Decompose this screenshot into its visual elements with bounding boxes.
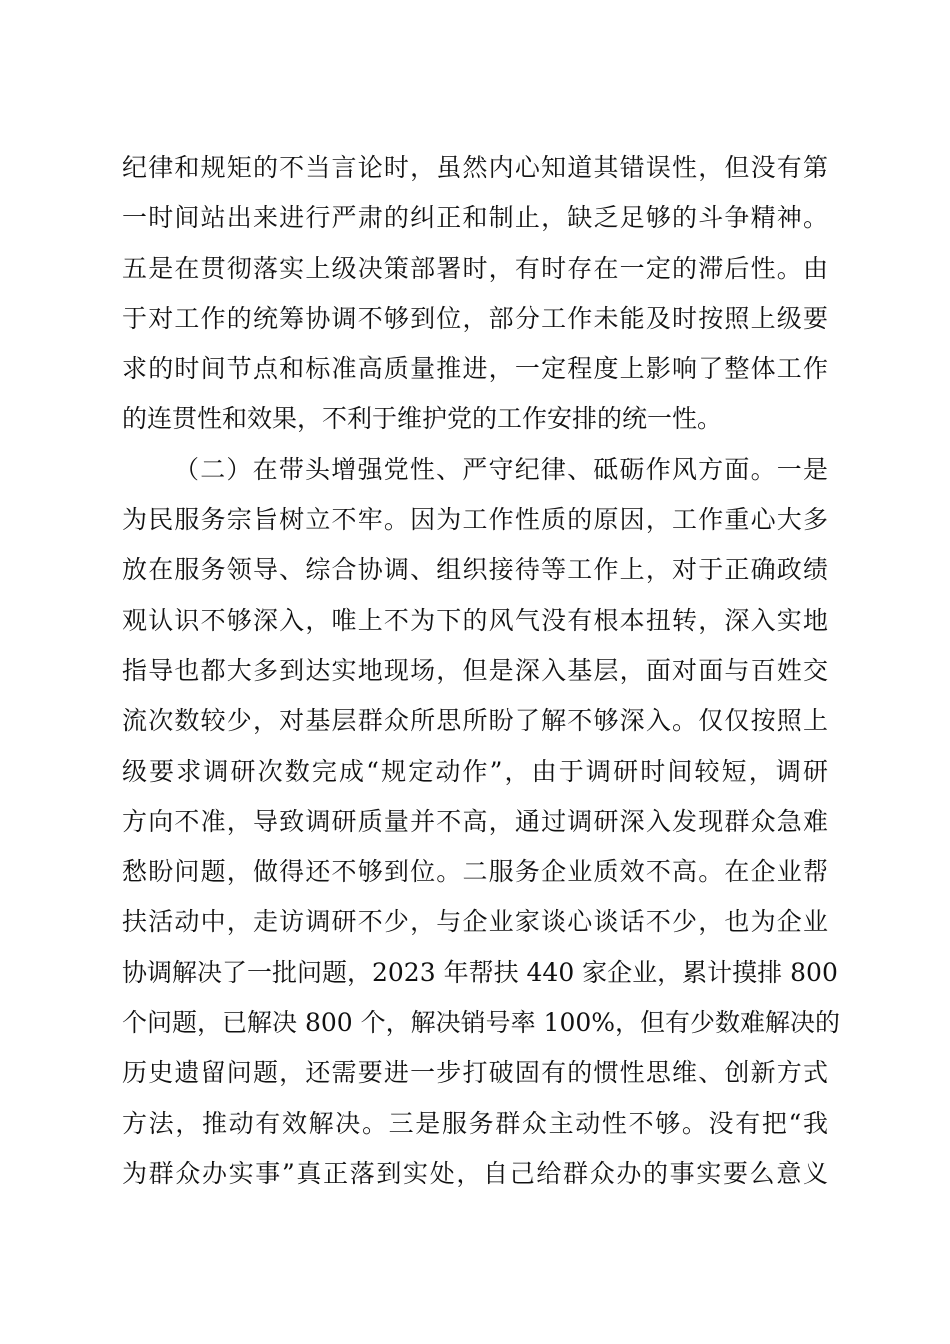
text-line-10: 观认识不够深入，唯上不为下的风气没有根本扭转，深入实地 [122, 605, 828, 635]
text-line-13: 级要求调研次数完成“规定动作”，由于调研时间较短，调研 [122, 756, 828, 786]
section-heading-line: （二）在带头增强党性、严守纪律、砥砺作风方面。一是 [174, 454, 828, 484]
text-line-20: 方法，推动有效解决。三是服务群众主动性不够。没有把“我 [122, 1108, 828, 1138]
text-line-5: 求的时间节点和标准高质量推进，一定程度上影响了整体工作 [122, 354, 828, 384]
text-line-8: 为民服务宗旨树立不牢。因为工作性质的原因，工作重心大多 [122, 505, 828, 535]
text-line-1: 纪律和规矩的不当言论时，虽然内心知道其错误性，但没有第 [122, 153, 828, 182]
text-line-11: 指导也都大多到达实地现场，但是深入基层，面对面与百姓交 [122, 655, 828, 685]
text-line-21: 为群众办实事”真正落到实处，自己给群众办的事实要么意义 [122, 1158, 828, 1188]
text-line-2: 一时间站出来进行严肃的纠正和制止，缺乏足够的斗争精神。 [122, 203, 828, 233]
text-line-16: 扶活动中，走访调研不少，与企业家谈心谈话不少，也为企业 [122, 907, 828, 937]
text-line-19: 历史遗留问题，还需要进一步打破固有的惯性思维、创新方式 [122, 1058, 828, 1088]
text-line-18: 个问题，已解决 800 个，解决销号率 100%，但有少数难解决的 [122, 1008, 841, 1038]
text-line-4: 于对工作的统筹协调不够到位，部分工作未能及时按照上级要 [122, 303, 828, 333]
body-text [122, 143, 841, 1199]
text-line-14: 方向不准，导致调研质量并不高，通过调研深入发现群众急难 [122, 806, 828, 836]
text-line-17: 协调解决了一批问题，2023 年帮扶 440 家企业，累计摸排 800 [122, 957, 838, 987]
text-line-12: 流次数较少，对基层群众所思所盼了解不够深入。仅仅按照上 [122, 706, 828, 736]
text-line-15: 愁盼问题，做得还不够到位。二服务企业质效不高。在企业帮 [122, 857, 828, 887]
text-line-6: 的连贯性和效果，不利于维护党的工作安排的统一性。 [122, 404, 723, 434]
text-line-3: 五是在贯彻落实上级决策部署时，有时存在一定的滞后性。由 [122, 253, 828, 283]
text-line-9: 放在服务领导、综合协调、组织接待等工作上，对于正确政绩 [122, 555, 828, 585]
